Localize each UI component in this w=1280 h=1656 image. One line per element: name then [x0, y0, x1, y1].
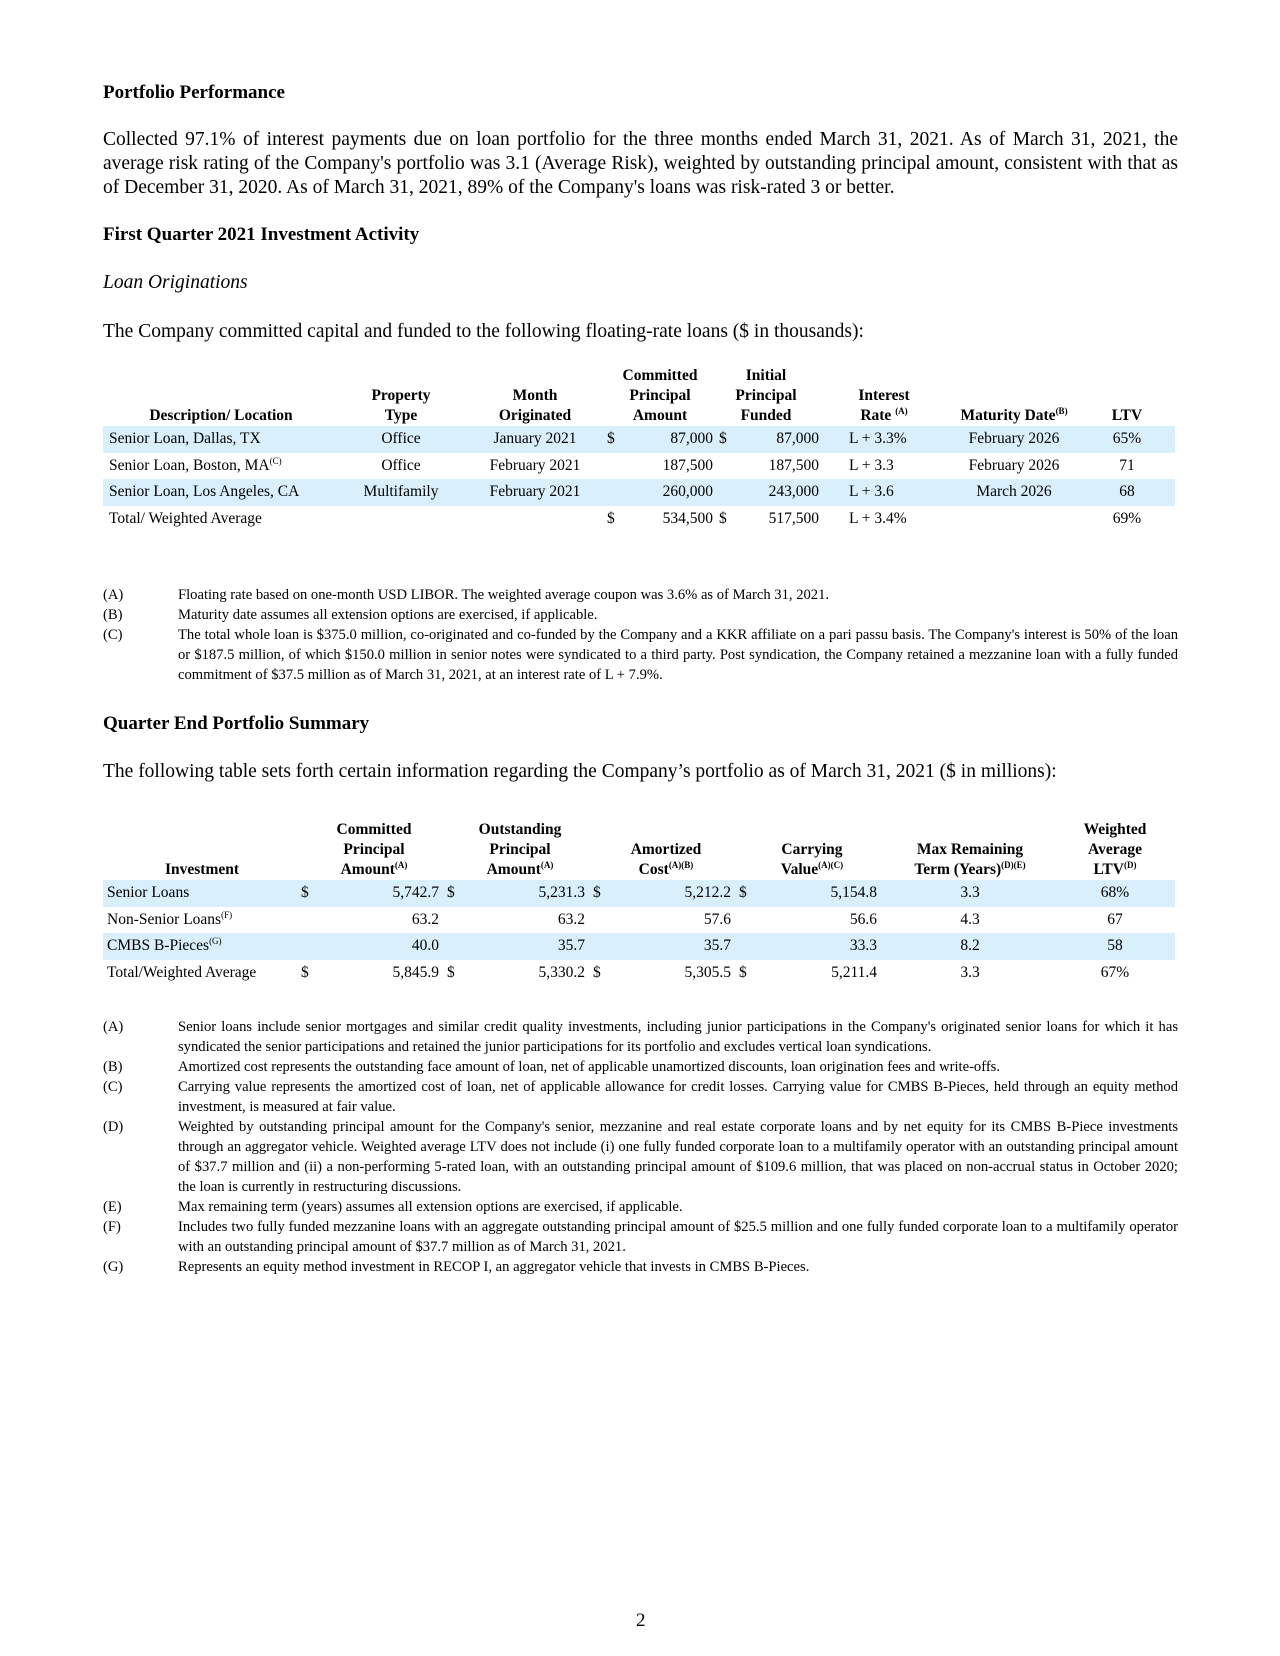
row-month: January 2021 [463, 426, 607, 453]
row-committed: 87,000 [631, 426, 713, 453]
portfolio-summary-table [103, 816, 1175, 986]
row-dollar [713, 479, 737, 506]
row-dollar: $ [301, 880, 325, 907]
portfolio-performance-heading: Portfolio Performance [103, 82, 285, 103]
row-rate: L + 3.6 [819, 479, 949, 506]
row-dollar: $ [739, 880, 763, 907]
portfolio-performance-paragraph: Collected 97.1% of interest payments due on loan portfolio for the three months ended March 31, 2021. As of March 31, 2021, the average risk rating of the Company's portfolio was 3.1 (Average Risk), weighted by outstanding principal amount, consistent with that as of December 31, 2020. As of March 31, 2021, 89% of the Company's loans was risk-rated 3 or better. [103, 129, 1178, 198]
row-dollar [301, 933, 325, 960]
row-ltv: 71 [1119, 456, 1135, 474]
row-investment: CMBS B-Pieces$^{(G)}$ [103, 933, 301, 960]
portfolio-summary-heading: Quarter End Portfolio Summary [103, 713, 370, 734]
row-dollar: $ [607, 426, 631, 453]
row-investment: Senior Loans [103, 880, 301, 907]
row-committed: 260,000 [631, 479, 713, 506]
header-description: Description/ Location [149, 407, 293, 424]
footnote: (C) The total whole loan is $375.0 million, co-originated and co-funded by the Company and a KKR affiliate on a pari passu basis. The Company's interest is 50% of the loan or $187.5 million, of which $150.0 million in senior notes were syndicated to a third party. Post syndication, the Company retained a mezzanine loan with a fully funded commitment of $37.5 million as of March 31, 2021, at an interest rate of L + 7.9%. [103, 627, 1178, 683]
row-outstanding: 35.7 [471, 933, 593, 960]
header-max-remaining-term: Max Remaining Term (Years)$^{(D)(E)}$ [914, 841, 1026, 878]
row-ltv: 58 [1055, 933, 1175, 960]
loan-originations-subheading: Loan Originations [103, 272, 248, 293]
header-investment: Investment [164, 861, 240, 878]
footnote: (B) Maturity date assumes all extension options are exercised, if applicable. [103, 607, 598, 623]
row-rate: L + 3.3 [849, 456, 894, 474]
row-ltv: 68 [1079, 479, 1175, 506]
row-dollar [607, 453, 631, 480]
row-month: February 2021 [463, 479, 607, 506]
row-dollar [713, 453, 737, 480]
row-amortized: 5,212.2 [617, 880, 739, 907]
row-dollar [607, 479, 631, 506]
row-dollar: $ [739, 963, 747, 981]
row-maturity: February 2026 [968, 456, 1060, 474]
table-row-total [103, 506, 1175, 533]
footnote: (A) Senior loans include senior mortgages and similar credit quality investments, including junior participations in the Company's originated senior loans for which it has syndicated the senior participations and retained the junior participations for its portfolio and excludes vertical loan syndications. [103, 1019, 1178, 1055]
row-dollar: $ [301, 963, 309, 981]
row-property-type [339, 506, 463, 533]
row-ltv: 67% [1100, 963, 1130, 981]
row-property-type: Office [339, 426, 463, 453]
row-amortized: 57.6 [703, 910, 731, 928]
row-committed: 187,500 [662, 456, 713, 474]
header-committed-principal: Committed Principal Amount$^{(A)}$ [336, 821, 412, 878]
header-committed-principal: Committed Principal Amount [622, 367, 698, 424]
row-dollar: $ [593, 963, 601, 981]
header-ltv: LTV [1111, 407, 1143, 424]
table-row [103, 880, 1175, 907]
header-month-originated: Month Originated [498, 387, 572, 424]
row-dollar [593, 907, 617, 934]
row-carrying: 56.6 [849, 910, 877, 928]
summary-footnotes [103, 1017, 1178, 1277]
row-description: Senior Loan, Dallas, TX [103, 426, 339, 453]
row-dollar [301, 907, 325, 934]
row-dollar: $ [713, 426, 737, 453]
row-amortized: 5,305.5 [684, 963, 731, 981]
footnote: (E) Max remaining term (years) assumes all extension options are exercised, if applicable. [103, 1199, 683, 1215]
table-row [103, 453, 1175, 480]
row-committed: 534,500 [662, 509, 713, 527]
row-description: Total/ Weighted Average [109, 509, 262, 527]
header-carrying-value: Carrying Value$^{(A)(C)}$ [780, 841, 844, 878]
table-row [103, 426, 1175, 453]
row-dollar: $ [447, 880, 471, 907]
row-ltv: 65% [1079, 426, 1175, 453]
portfolio-summary-intro: The following table sets forth certain information regarding the Company’s portfolio as of March 31, 2021 ($ in millions): [103, 761, 1057, 782]
row-ltv: 69% [1112, 509, 1142, 527]
row-committed: 40.0 [325, 933, 447, 960]
investment-activity-heading: First Quarter 2021 Investment Activity [103, 224, 420, 245]
row-property-type: Multifamily [339, 479, 463, 506]
loan-originations-table [103, 364, 1175, 532]
originations-header-row [103, 364, 1175, 426]
row-rate: L + 3.4% [849, 509, 907, 527]
header-initial-principal: Initial Principal Funded [735, 367, 797, 424]
header-property-type: Property Type [371, 387, 431, 424]
footnote: (B) Amortized cost represents the outstanding face amount of loan, net of applicable unamortized discounts, loan origination fees and write-offs. [103, 1059, 1001, 1075]
row-carrying: 5,154.8 [763, 880, 885, 907]
table-row [103, 933, 1175, 960]
row-dollar [447, 933, 471, 960]
row-committed: 5,742.7 [325, 880, 447, 907]
row-ltv: 67 [1107, 910, 1123, 928]
footnote: (F) Includes two fully funded mezzanine loans with an aggregate outstanding principal amount of $25.5 million and one fully funded corporate loan to a multifamily operator with an outstanding principal amount of $37.7 million as of March 31, 2021. [103, 1219, 1178, 1255]
row-committed: 5,845.9 [392, 963, 439, 981]
row-term: 3.3 [885, 880, 1055, 907]
row-term: 8.2 [885, 933, 1055, 960]
row-month [463, 506, 607, 533]
summary-header-row [103, 816, 1175, 880]
row-committed: 63.2 [411, 910, 439, 928]
row-term: 4.3 [960, 910, 980, 928]
row-amortized: 35.7 [617, 933, 739, 960]
row-term: 3.3 [960, 963, 980, 981]
page-number: 2 [636, 1610, 646, 1631]
row-outstanding: 63.2 [557, 910, 585, 928]
row-initial: 187,500 [768, 456, 819, 474]
table-row [103, 907, 1175, 934]
row-dollar [593, 933, 617, 960]
row-dollar: $ [447, 963, 455, 981]
row-dollar: $ [607, 509, 615, 527]
footnote: (G) Represents an equity method investment in RECOP I, an aggregator vehicle that invests in CMBS B-Pieces. [103, 1259, 810, 1275]
header-interest-rate: Interest Rate $^{(A)}$ [858, 387, 910, 424]
table-row [103, 479, 1175, 506]
header-weighted-ltv: Weighted Average $LTV^{(D)}$ [1083, 821, 1147, 878]
row-investment: Total/Weighted Average [107, 963, 257, 981]
row-maturity: February 2026 [949, 426, 1079, 453]
row-property-type: Office [381, 456, 421, 474]
row-maturity: March 2026 [949, 479, 1079, 506]
row-rate: L + 3.3% [819, 426, 949, 453]
row-month: February 2021 [489, 456, 581, 474]
header-amortized-cost: Amortized Cost$^{(A)(B)}$ [630, 841, 702, 878]
row-ltv: 68% [1055, 880, 1175, 907]
header-maturity-date: Maturity Date$^{(B)}$ [960, 406, 1068, 424]
row-description: Senior Loan, Boston, $MA^{(C)}$ [109, 455, 282, 474]
row-dollar [739, 933, 763, 960]
row-carrying: 33.3 [763, 933, 885, 960]
row-dollar [447, 907, 471, 934]
row-initial: 87,000 [737, 426, 819, 453]
row-initial: 517,500 [768, 509, 819, 527]
originations-intro: The Company committed capital and funded to the following floating-rate loans ($ in thousands): [103, 321, 864, 342]
originations-footnotes [103, 585, 1178, 685]
footnote: (A) Floating rate based on one-month USD LIBOR. The weighted average coupon was 3.6% as of March 31, 2021. [103, 587, 830, 603]
row-initial: 243,000 [737, 479, 819, 506]
row-investment: Non-Senior Loans$^{(F)}$ [107, 909, 233, 928]
row-outstanding: 5,231.3 [471, 880, 593, 907]
row-carrying: 5,211.4 [831, 963, 877, 981]
row-description: Senior Loan, Los Angeles, CA [103, 479, 339, 506]
row-outstanding: 5,330.2 [538, 963, 585, 981]
table-row-total [103, 960, 1175, 987]
row-dollar: $ [719, 509, 727, 527]
footnote: (D) Weighted by outstanding principal amount for the Company's senior, mezzanine and real estate corporate loans and by net equity for its CMBS B-Piece investments through an aggregator vehicle. Weighted average LTV does not include (i) one fully funded corporate loan to a multifamily operator with an outstanding principal amount of $37.7 million and (ii) a non-performing 5-rated loan, with an outstanding principal amount of $109.6 million, that was placed on non-accrual status in October 2020; the loan is currently in restructuring discussions. [103, 1119, 1178, 1195]
row-dollar: $ [593, 880, 617, 907]
footnote: (C) Carrying value represents the amortized cost of loan, net of applicable allowance for credit losses. Carrying value for CMBS B-Pieces, held through an equity method investment, is measured at fair value. [103, 1079, 1178, 1115]
row-maturity [949, 506, 1079, 533]
row-dollar [739, 907, 763, 934]
header-outstanding-principal: Outstanding Principal Amount$^{(A)}$ [478, 821, 562, 878]
